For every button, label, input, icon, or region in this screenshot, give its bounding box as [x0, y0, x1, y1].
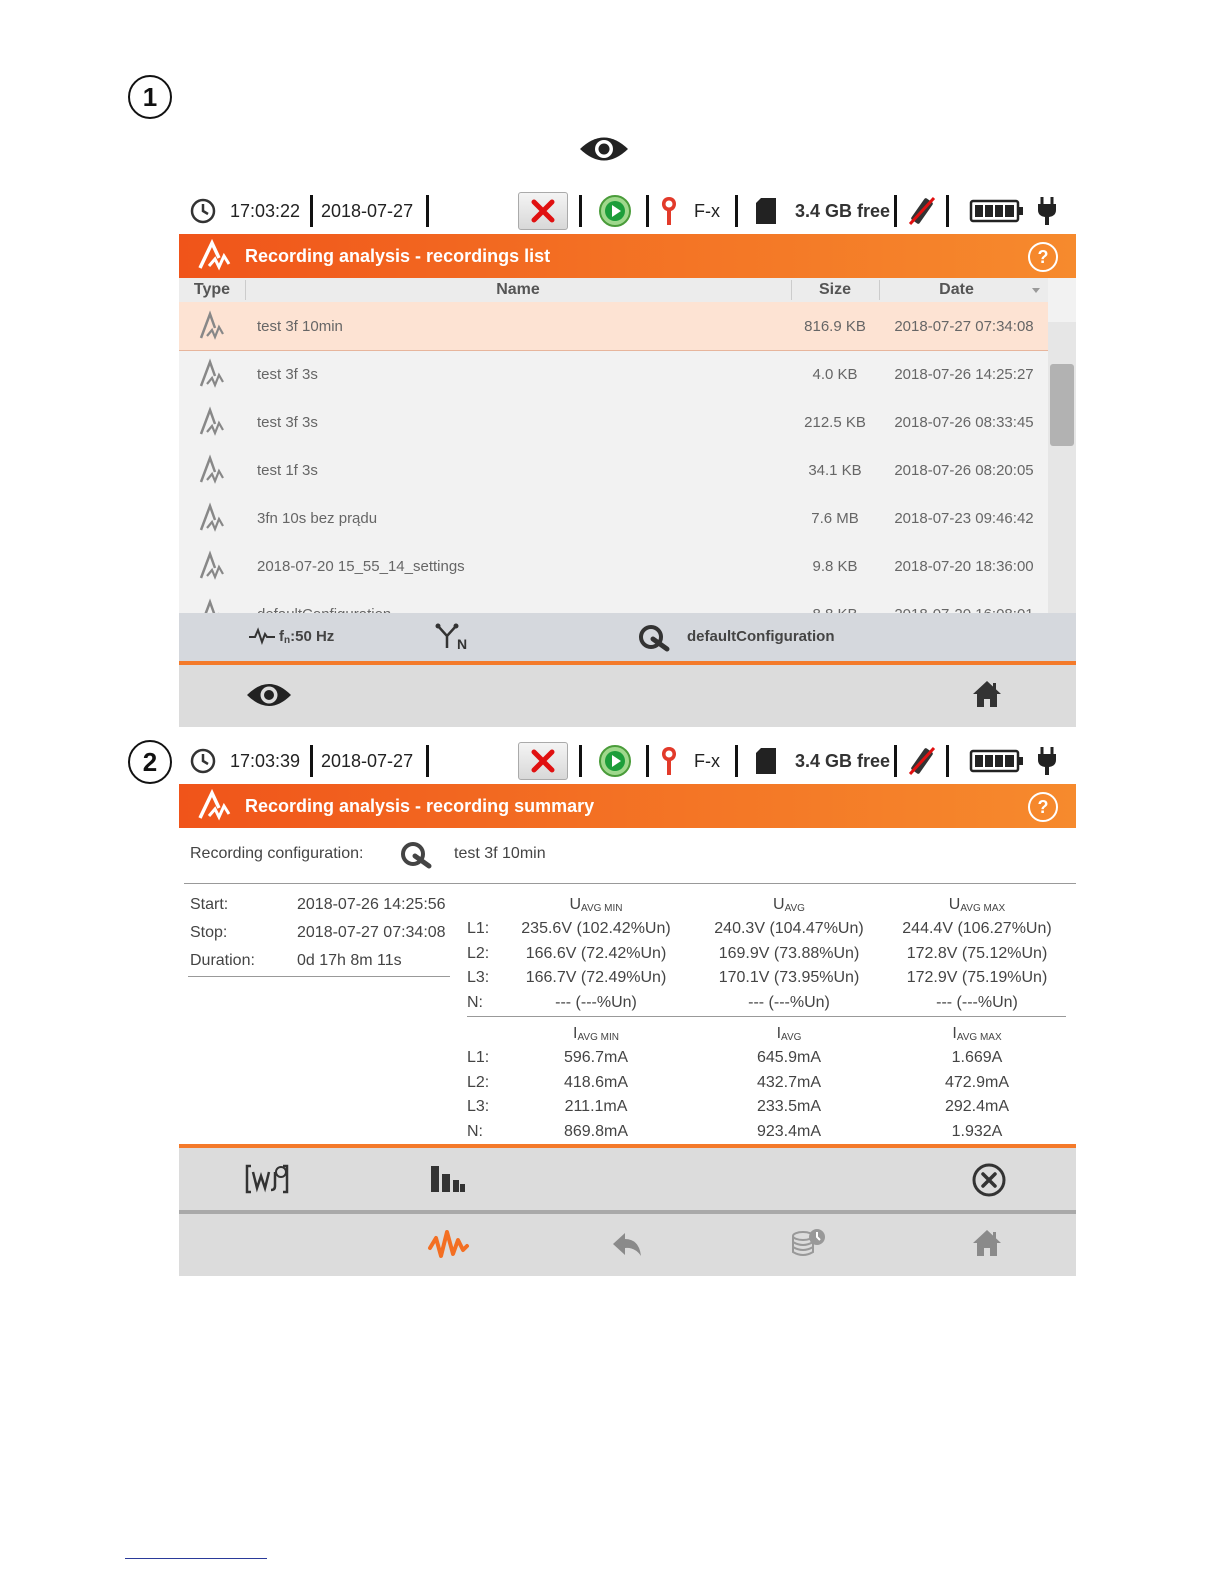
row-size: 4.0 KB [812, 365, 858, 383]
row-name: 2018-07-20 15_55_14_settings [257, 557, 465, 575]
voltage-value: 240.3V (104.47%Un) [714, 920, 864, 937]
network-type-icon [435, 623, 471, 655]
current-value: 432.7mA [756, 1074, 822, 1091]
bottom-toolbar [179, 665, 1076, 727]
row-date: 2018-07-27 07:34:08 [894, 317, 1034, 335]
status-date: 2018-07-27 [321, 750, 414, 771]
home-button[interactable] [971, 679, 1003, 714]
current-value: 596.7mA [563, 1049, 629, 1066]
storage-free: 3.4 GB free [795, 750, 891, 771]
back-arrow-icon [611, 1230, 643, 1258]
current-value: 292.4mA [944, 1098, 1010, 1115]
battery-icon [970, 741, 1024, 781]
current-value: 923.4mA [756, 1123, 822, 1140]
power-plug-icon [1036, 741, 1058, 781]
home-button[interactable] [971, 1228, 1003, 1263]
voltage-value: 166.7V (72.49%Un) [525, 969, 667, 986]
status-time: 17:03:39 [230, 750, 301, 771]
sort-desc-icon [1032, 288, 1040, 293]
status-date: 2018-07-27 [321, 200, 414, 221]
table-row[interactable] [179, 302, 1048, 351]
stop-recording-button[interactable] [518, 192, 568, 230]
stop-label: Stop: [190, 924, 228, 941]
view-button[interactable] [245, 679, 293, 716]
voltage-header-min: $U_{AVG MIN}$ [569, 896, 623, 914]
page-title: Recording analysis - recording summary [245, 795, 595, 816]
storage-free: 3.4 GB free [795, 200, 891, 221]
configuration-name: defaultConfiguration [687, 628, 835, 645]
configuration-icon [639, 623, 671, 655]
clamp-icon [658, 741, 680, 781]
footnote-rule [125, 1558, 267, 1559]
recording-summary [179, 828, 1076, 1144]
clamp-icon [658, 191, 680, 231]
scrollbar-thumb[interactable] [1050, 364, 1074, 446]
voltage-value: --- (---%Un) [936, 994, 1018, 1011]
stop-recording-button[interactable] [518, 742, 568, 780]
close-icon [530, 198, 556, 224]
home-icon [971, 1228, 1003, 1258]
current-header-max: $I_{AVG MAX}$ [952, 1025, 1002, 1043]
voltage-row-label: L1: [467, 920, 490, 937]
voltage-row-label: L2: [467, 945, 490, 962]
help-icon[interactable]: ? [1028, 792, 1058, 822]
clamp-type: F-x [694, 200, 720, 221]
row-size: 7.6 MB [811, 509, 859, 527]
current-value: 869.8mA [563, 1123, 629, 1140]
voltage-value: 172.9V (75.19%Un) [906, 969, 1048, 986]
voltage-value: 172.8V (75.12%Un) [906, 945, 1048, 962]
waveform-icon [427, 1228, 469, 1262]
power-plug-icon [1036, 191, 1058, 231]
table-row[interactable] [179, 542, 1048, 590]
config-value: test 3f 10min [454, 845, 546, 862]
row-size: 212.5 KB [804, 413, 866, 431]
row-name: test 1f 3s [257, 461, 318, 479]
row-date: 2018-07-23 09:46:42 [894, 509, 1034, 527]
duration-value: 0d 17h 8m 11s [297, 952, 402, 969]
title-bar [179, 784, 1076, 828]
usb-disabled-icon [906, 191, 938, 231]
status-bar [180, 191, 1076, 231]
voltage-value: --- (---%Un) [555, 994, 637, 1011]
table-header [179, 278, 1048, 304]
row-name: test 3f 3s [257, 365, 318, 383]
current-header-avg: $I_{AVG}$ [776, 1025, 802, 1043]
waveform-icon [249, 627, 275, 649]
svg-text:N: N [457, 636, 468, 652]
row-name: test 3f 10min [257, 317, 343, 335]
row-size: 34.1 KB [808, 461, 862, 479]
row-date: 2018-07-20 18:36:00 [894, 557, 1034, 575]
duration-label: Duration: [190, 952, 255, 969]
voltage-value: 235.6V (102.42%Un) [521, 920, 671, 937]
close-icon [530, 748, 556, 774]
play-icon [598, 741, 632, 781]
config-label: Recording configuration: [190, 845, 364, 862]
voltage-row-label: L3: [467, 969, 490, 986]
step-marker-2: 2 [128, 740, 172, 784]
column-size[interactable]: Size [818, 281, 851, 298]
bottom-toolbar-lower [179, 1214, 1076, 1276]
title-bar [179, 234, 1076, 278]
database-button[interactable] [789, 1226, 827, 1265]
current-value: 472.9mA [944, 1074, 1010, 1091]
voltage-value: 169.9V (73.88%Un) [718, 945, 860, 962]
current-row-label: L2: [467, 1074, 490, 1091]
column-date[interactable]: Date [939, 281, 974, 298]
start-value: 2018-07-26 14:25:56 [297, 896, 446, 913]
close-circle-icon [971, 1162, 1007, 1198]
configuration-icon [401, 840, 433, 873]
current-value: 233.5mA [756, 1098, 822, 1115]
eye-icon [578, 132, 630, 171]
home-icon [971, 679, 1003, 709]
recording-analysis-icon [197, 790, 233, 827]
table-row[interactable] [179, 494, 1048, 542]
column-type[interactable]: Type [193, 281, 231, 298]
row-size: 9.8 KB [812, 557, 858, 575]
recordings-table [179, 278, 1076, 613]
back-button[interactable] [611, 1230, 643, 1263]
voltage-row-label: N: [467, 994, 483, 1011]
database-icon [789, 1226, 827, 1260]
recording-type-icon [199, 302, 225, 350]
row-date: 2018-07-26 08:20:05 [894, 461, 1034, 479]
table-row[interactable] [179, 446, 1048, 494]
voltage-value: 170.1V (73.95%Un) [718, 969, 860, 986]
column-name[interactable]: Name [496, 281, 540, 298]
start-label: Start: [190, 896, 229, 913]
usb-disabled-icon [906, 741, 938, 781]
current-row-label: L3: [467, 1098, 490, 1115]
close-summary-button[interactable] [971, 1162, 1007, 1203]
table-row[interactable] [179, 350, 1048, 398]
voltage-value: 244.4V (106.27%Un) [902, 920, 1052, 937]
status-bar [180, 741, 1076, 781]
voltage-header-max: $U_{AVG MAX}$ [948, 896, 1006, 914]
recording-analysis-button[interactable] [427, 1228, 469, 1267]
current-value: 1.669A [951, 1049, 1003, 1066]
voltage-header-avg: $U_{AVG}$ [773, 896, 805, 914]
bar-chart-button[interactable] [429, 1164, 467, 1199]
current-row-label: N: [467, 1123, 483, 1140]
bar-chart-icon [429, 1164, 467, 1194]
current-value: 645.9mA [756, 1049, 822, 1066]
row-size: 816.9 KB [804, 317, 866, 335]
eye-icon [245, 679, 293, 711]
row-date: 2018-07-26 08:33:45 [894, 413, 1034, 431]
frequency-subscript: n [284, 635, 291, 646]
recording-analysis-icon [197, 240, 233, 277]
voltage-value: 166.6V (72.42%Un) [525, 945, 667, 962]
clock-icon [190, 741, 216, 781]
sd-card-icon [755, 741, 777, 781]
row-date: 2018-07-26 14:25:27 [894, 365, 1034, 383]
row-name: 3fn 10s bez prądu [257, 509, 378, 527]
status-time: 17:03:22 [230, 200, 301, 221]
stop-value: 2018-07-27 07:34:08 [297, 924, 446, 941]
recording-type-icon [199, 446, 225, 494]
play-icon [598, 191, 632, 231]
recording-type-icon [199, 398, 225, 446]
current-value: 1.932A [951, 1123, 1003, 1140]
current-value: 418.6mA [563, 1074, 629, 1091]
frequency-value: :50 Hz [290, 628, 335, 645]
recording-type-icon [199, 494, 225, 542]
table-row[interactable] [179, 398, 1048, 446]
nominal-frequency [279, 628, 334, 646]
step-marker-1: 1 [128, 75, 172, 119]
voltage-value: --- (---%Un) [748, 994, 830, 1011]
recording-type-icon [199, 350, 225, 398]
current-row-label: L1: [467, 1049, 490, 1066]
current-value: 211.1mA [564, 1098, 628, 1115]
info-bar [179, 613, 1076, 661]
help-icon[interactable]: ? [1028, 242, 1058, 272]
page-title: Recording analysis - recordings list [245, 245, 551, 266]
recording-type-icon [199, 542, 225, 590]
energy-button[interactable] [245, 1162, 291, 1201]
energy-icon [245, 1162, 291, 1196]
current-header-min: $I_{AVG MIN}$ [573, 1025, 619, 1043]
battery-icon [970, 191, 1024, 231]
bottom-toolbar-upper [179, 1148, 1076, 1210]
sd-card-icon [755, 191, 777, 231]
frequency-symbol: f [279, 628, 284, 645]
clock-icon [190, 191, 216, 231]
clamp-type: F-x [694, 750, 720, 771]
row-name: test 3f 3s [257, 413, 318, 431]
